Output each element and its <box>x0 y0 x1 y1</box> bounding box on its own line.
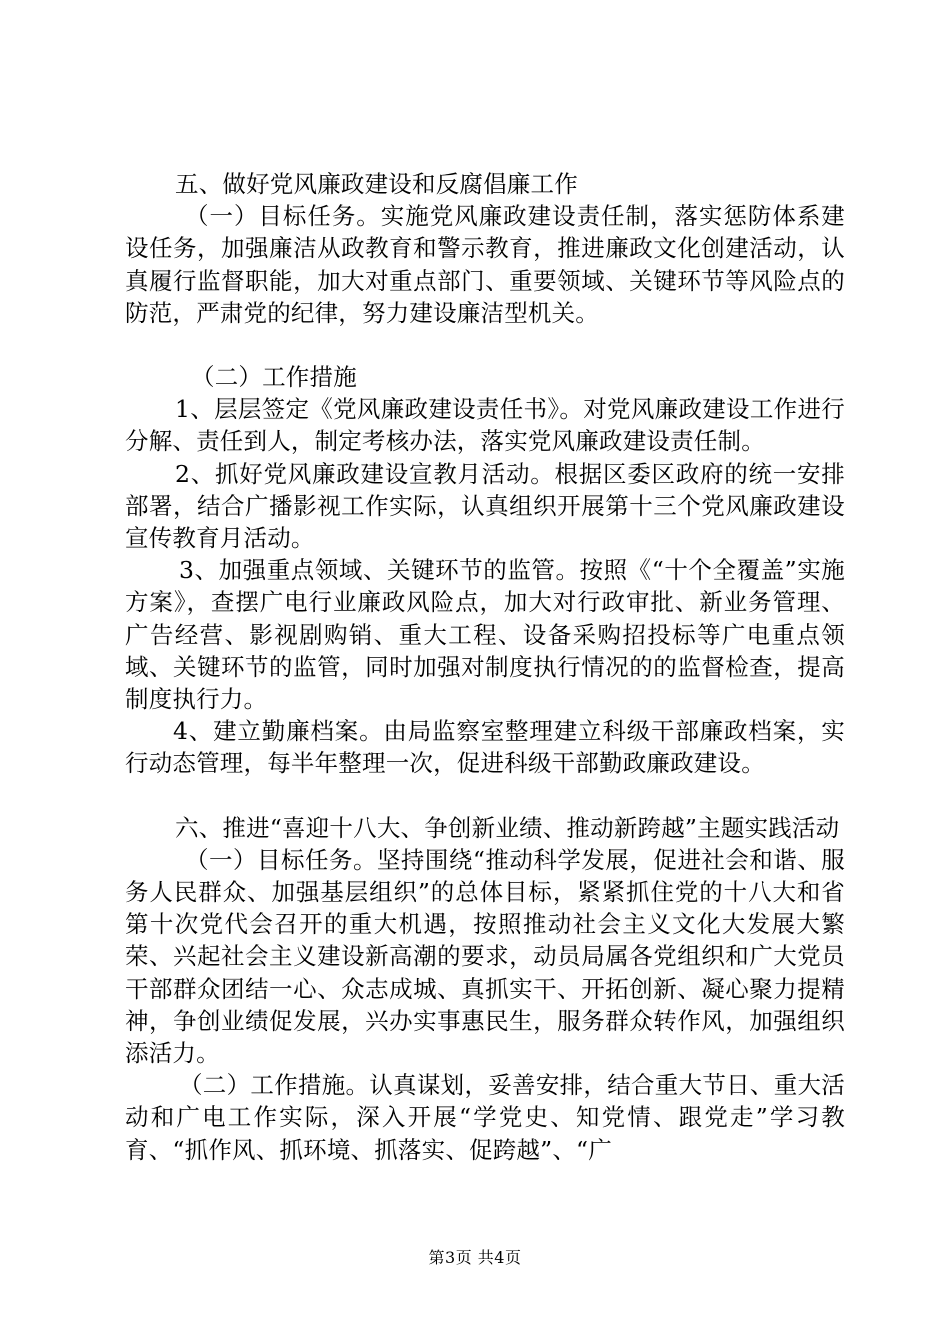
section-5-goal: （一）目标任务。实施党风廉政建设责任制，落实惩防体系建设任务，加强廉洁从政教育和警示教育，推进廉政文化创建活动，认真履行监督职能，加大对重点部门、重要领域、关键环节等风险点的防范，严肃党的纪律，努力建设廉洁型机关。 <box>125 202 845 327</box>
paragraph-gap <box>125 780 845 812</box>
paragraph-gap <box>125 329 845 361</box>
section-5-title: 五、做好党风廉政建设和反腐倡廉工作 <box>175 170 578 198</box>
page-footer: 第3页 共4页 <box>428 1248 522 1267</box>
section-6-title: 六、推进“喜迎十八大、争创新业绩、推动新跨越”主题实践活动 <box>175 813 840 842</box>
section-5-item-4: 4、建立勤廉档案。由局监察室整理建立科级干部廉政档案，实行动态管理，每半年整理一次，促进科级干部勤政廉政建设。 <box>125 717 845 778</box>
section-6-goal: （一）目标任务。坚持围绕“推动科学发展，促进社会和谐、服务人民群众、加强基层组织”的总体目标，紧紧抓住党的十八大和省第十次党代会召开的重大机遇，按照推动社会主义文化大发展大繁荣、兴起社会主义建设新高潮的要求，动员局属各党组织和广大党员干部群众团结一心、众志成城、真抓实干、开拓创新、凝心聚力提精神，争创业绩促发展，兴办实事惠民生，服务群众转作风，加强组织添活力。 <box>125 845 845 1068</box>
section-5-item-2: 2、抓好党风廉政建设宣教月活动。根据区委区政府的统一安排部署，结合广播影视工作实际，认真组织开展第十三个党风廉政建设宣传教育月活动。 <box>125 459 845 553</box>
section-5-measures-title: （二）工作措施 <box>191 363 357 392</box>
section-5-item-3: 3、加强重点领域、关键环节的监管。按照《“十个全覆盖”实施方案》，查摆广电行业廉政风险点，加大对行政审批、新业务管理、广告经营、影视剧购销、重大工程、设备采购招投标等广电重点领域、关键环节的监管，同时加强对制度执行情况的的监督检查，提高制度执行力。 <box>125 556 845 714</box>
section-6-measures: （二）工作措施。认真谋划，妥善安排，结合重大节日、重大活动和广电工作实际，深入开展“学党史、知党情、跟党走”学习教育、“抓作风、抓环境、抓落实、促跨越”、“广 <box>125 1071 845 1164</box>
section-5-item-1: 1、层层签定《党风廉政建设责任书》。对党风廉政建设工作进行分解、责任到人，制定考核办法，落实党风廉政建设责任制。 <box>125 395 845 456</box>
document-body <box>125 168 845 1166</box>
